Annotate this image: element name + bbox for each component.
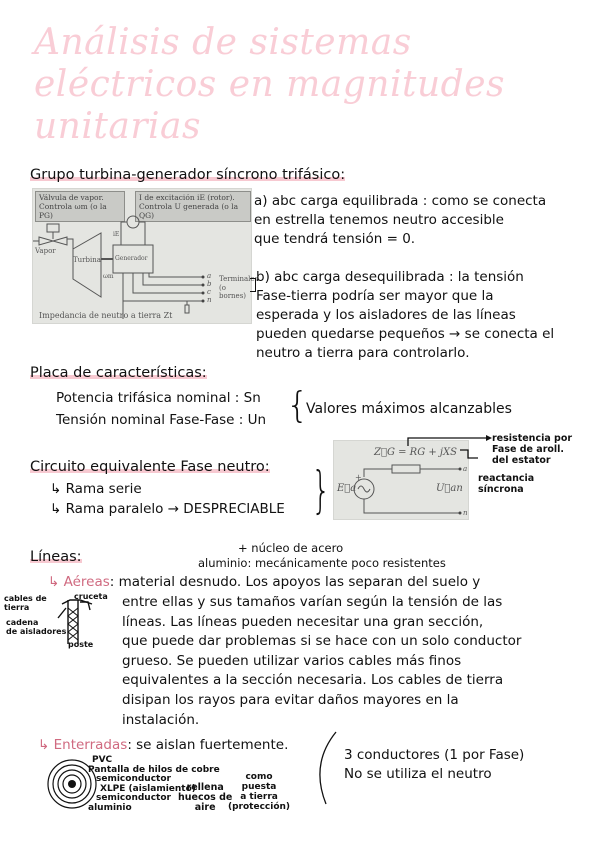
label-ground-cables: cables de tierra — [4, 594, 47, 612]
annotation-reactance: reactancia síncrona — [478, 473, 535, 495]
nameplate-voltage: Tensión nominal Fase-Fase : Un — [56, 412, 267, 428]
valve-label: Válvula de vapor. Controla ωm (o la PG) — [35, 191, 125, 222]
label-pole: poste — [68, 640, 94, 649]
circuit-parallel-branch: ↳ Rama paralelo → DESPRECIABLE — [50, 501, 285, 517]
grounding-note: como puesta a tierra (protección) — [228, 772, 291, 812]
annotation-arrows-icon — [400, 428, 500, 468]
note-balanced-load: a) abc carga equilibrada : como se conecta en estrella tenemos neutro accesible que tendrá tensión = 0. — [254, 193, 547, 247]
lines-aerial: ↳ Aéreas: material desnudo. Los apoyos las separan del suelo y — [48, 574, 481, 590]
note-unbalanced-load: b) abc carga desequilibrada : la tensión Fase-tierra podría ser mayor que la esperada y los aisladores de las líneas pueden quedarse pequeños → se conecta el neutro a tierra para controlarlo. — [256, 269, 555, 361]
label-crossarm: cruceta — [74, 592, 108, 601]
label-insulator-chain: cadena de aisladores — [6, 618, 67, 636]
brace-icon: { — [286, 385, 309, 426]
note-aluminum: aluminio: mecánicamente poco resistentes — [198, 556, 446, 570]
note-steel-core: + núcleo de acero — [238, 541, 344, 555]
equivalent-circuit-diagram: Z⃗G = RG + jXS E⃗a + U⃗an a n — [333, 440, 469, 520]
fill-air-gaps: rellena huecos de aire — [178, 782, 233, 813]
section-heading-lines: Líneas: — [30, 549, 82, 565]
underground-side-note: 3 conductores (1 por Fase) No se utiliza el neutro — [344, 747, 525, 782]
circuit-series-branch: ↳ Rama serie — [50, 481, 142, 497]
lines-underground: ↳ Enterradas: se aislan fuertemente. — [38, 737, 289, 753]
annotation-resistance: resistencia por Fase de aroll. del estator — [492, 433, 573, 466]
brace-icon: { — [310, 461, 330, 519]
nameplate-power: Potencia trifásica nominal : Sn — [56, 390, 261, 406]
section-heading-nameplate: Placa de características: — [30, 365, 207, 381]
turbine-generator-diagram: Válvula de vapor. Controla ωm (o la PG) I de excitación iE (rotor). Controla U generada (o la QG) Vapor Turbina Generador ωm iE a b c n Terminales (o bornes) Impedancia de neutro a tierra Zt — [32, 188, 252, 324]
cable-layers: PVC Pantalla de hilos de cobre semiconductor XLPE (aislamiento) semiconductor aluminio — [88, 755, 220, 813]
excitation-label: I de excitación iE (rotor). Controla U generada (o la QG) — [135, 191, 251, 222]
page-title: Análisis de sistemas eléctricos en magnitudes unitarias — [34, 22, 505, 147]
section-heading-circuit: Circuito equivalente Fase neutro: — [30, 459, 270, 475]
section-heading-turbine: Grupo turbina-generador síncrono trifásico: — [30, 167, 346, 183]
lines-aerial-text: entre ellas y sus tamaños varían según la tensión de las líneas. Las líneas pueden necesitar una gran sección, que puede dar problemas si se hace con un solo conductor grueso. Se pueden utilizar varios cables más finos equivalentes a la sección necesaria. Los cables de tierra disipan los rayos para evitar daños mayores en la instalación. — [122, 594, 522, 728]
nameplate-note: Valores máximos alcanzables — [306, 401, 512, 417]
parenthesis-icon — [310, 728, 340, 808]
